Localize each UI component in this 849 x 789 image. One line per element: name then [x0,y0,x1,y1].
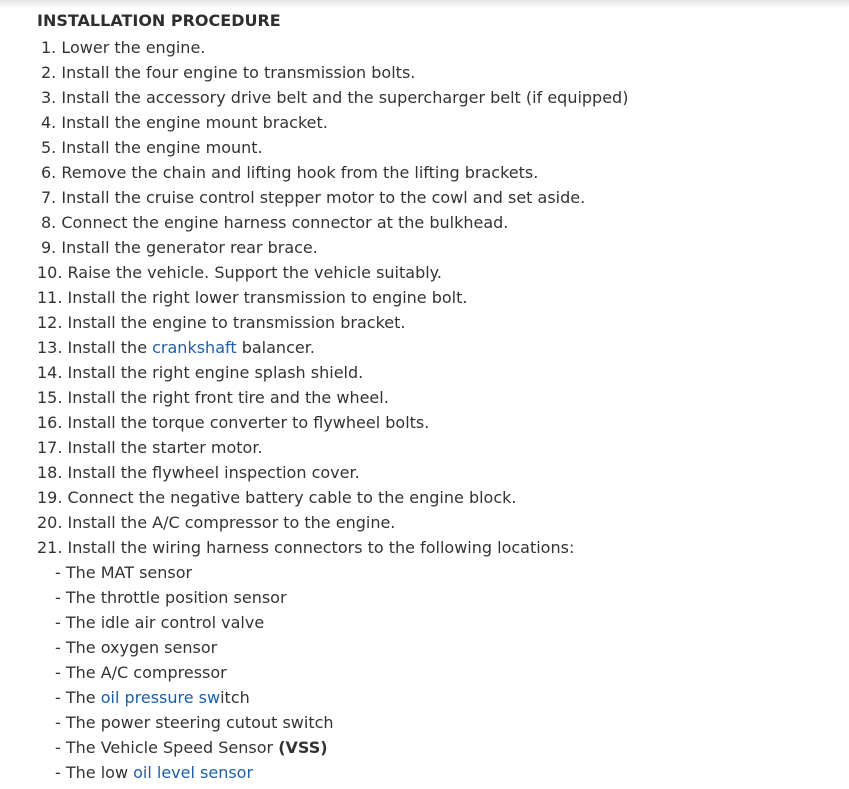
step-row: 16. Install the torque converter to flywheel bolts. [37,413,430,432]
reference-link[interactable]: oil pressure sw [100,688,221,707]
step-row: 2. Install the four engine to transmission bolts. [41,63,416,82]
sub-item-row: - The power steering cutout switch [55,713,334,732]
top-shadow [0,0,849,8]
sub-item-row [55,685,250,710]
step-row: 17. Install the starter motor. [37,438,263,457]
step-row: 12. Install the engine to transmission bracket. [37,313,406,332]
step-row: 7. Install the cruise control stepper motor to the cowl and set aside. [41,188,586,207]
reference-link[interactable]: oil level sensor [133,763,254,782]
step-row: 8. Connect the engine harness connector at the bulkhead. [41,213,509,232]
step-row: 10. Raise the vehicle. Support the vehicle suitably. [37,263,442,282]
sub-item-row: - The idle air control valve [55,613,265,632]
section-heading: INSTALLATION PROCEDURE [37,11,281,30]
sub-item-text: itch [220,688,250,707]
step-row: 18. Install the flywheel inspection cover. [37,463,360,482]
step-row: 6. Remove the chain and lifting hook from the lifting brackets. [41,163,539,182]
step-row: 1. Lower the engine. [41,38,206,57]
step-row: 21. Install the wiring harness connectors to the following locations: [37,538,575,557]
sub-item-row: - The MAT sensor [55,563,193,582]
step-row [37,335,315,360]
step-row: 3. Install the accessory drive belt and the supercharger belt (if equipped) [41,88,629,107]
sub-item-row [55,735,328,760]
reference-link[interactable]: crankshaft [152,338,237,357]
sub-item-row: - The oxygen sensor [55,638,218,657]
step-row: 11. Install the right lower transmission to engine bolt. [37,288,468,307]
sub-item-row: - The throttle position sensor [55,588,287,607]
sub-item-bold-text: (VSS) [278,738,328,757]
sub-item-row [55,760,253,785]
step-row: 20. Install the A/C compressor to the engine. [37,513,396,532]
step-row: 4. Install the engine mount bracket. [41,113,328,132]
sub-item-row: - The A/C compressor [55,663,227,682]
sub-item-text: - The low [55,763,134,782]
step-text: 13. Install the [37,338,153,357]
step-row: 14. Install the right engine splash shield. [37,363,364,382]
sub-item-text: - The Vehicle Speed Sensor [55,738,279,757]
sub-item-text: - The [55,688,101,707]
step-text: balancer. [236,338,315,357]
step-row: 9. Install the generator rear brace. [41,238,318,257]
step-row: 15. Install the right front tire and the wheel. [37,388,389,407]
step-row: 5. Install the engine mount. [41,138,263,157]
step-row: 19. Connect the negative battery cable to the engine block. [37,488,517,507]
